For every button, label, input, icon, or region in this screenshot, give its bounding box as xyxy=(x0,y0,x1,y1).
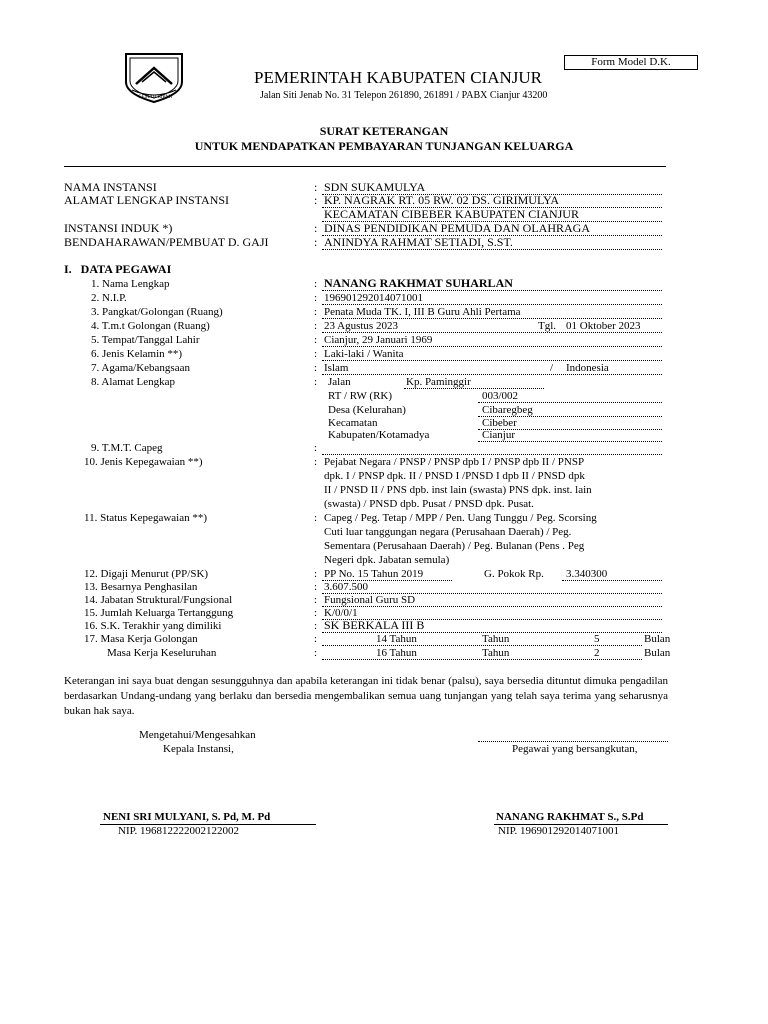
label-tahun: Tahun xyxy=(482,633,510,645)
alamat-instansi-value-2: KECAMATAN CIBEBER KABUPATEN CIANJUR xyxy=(324,207,579,221)
colon: : xyxy=(314,442,318,454)
value-jabatan: Fungsional Guru SD xyxy=(324,594,416,606)
document-subtitle: UNTUK MENDAPATKAN PEMBAYARAN TUNJANGAN KELUARGA xyxy=(194,139,574,153)
colon: : xyxy=(314,306,318,318)
label-tempat-lahir: 5. Tempat/Tanggal Lahir xyxy=(91,334,200,346)
fill-line xyxy=(322,606,662,607)
fill-line xyxy=(322,645,642,646)
value-tmt-golongan: 23 Agustus 2023 xyxy=(324,320,398,332)
value-desa: Cibaregbeg xyxy=(482,404,533,416)
colon: : xyxy=(314,620,318,632)
nama-instansi-label: NAMA INSTANSI xyxy=(64,180,157,194)
colon: : xyxy=(314,568,318,580)
label-jenis-kepegawaian: 10. Jenis Kepegawaian **) xyxy=(84,456,203,468)
value-status-kepegawaian-1: Capeg / Peg. Tetap / MPP / Pen. Uang Tunggu / Peg. Scorsing xyxy=(324,512,597,524)
label-jalan: Jalan xyxy=(328,376,351,388)
fill-line xyxy=(404,388,544,389)
value-besarnya-penghasilan: 3.607.500 xyxy=(324,581,368,593)
form-model-label: Form Model D.K. xyxy=(564,55,698,70)
label-kecamatan: Kecamatan xyxy=(328,417,378,429)
label-bulan: Bulan xyxy=(644,647,671,659)
label-pangkat: 3. Pangkat/Golongan (Ruang) xyxy=(91,306,223,318)
label-sk-terakhir: 16. S.K. Terakhir yang dimiliki xyxy=(84,620,222,632)
colon: : xyxy=(314,235,318,249)
colon: : xyxy=(314,221,318,235)
value-jenis-kepegawaian-4: (swasta) / PNSD dpb. Pusat / PNSD dpk. Pusat. xyxy=(324,498,534,510)
signature-line xyxy=(494,824,668,825)
value-nama-lengkap: NANANG RAKHMAT SUHARLAN xyxy=(324,276,513,290)
government-name: PEMERINTAH KABUPATEN CIANJUR xyxy=(254,68,542,87)
colon: : xyxy=(314,292,318,304)
value-kebangsaan: Indonesia xyxy=(566,362,609,374)
left-signature-caption-2: Kepala Instansi, xyxy=(163,743,234,755)
label-gaji-pokok: G. Pokok Rp. xyxy=(484,568,544,580)
value-masa-kerja-keseluruhan-bulan: 2 xyxy=(594,647,600,659)
label-tgl: Tgl. xyxy=(538,320,557,332)
label-status-kepegawaian: 11. Status Kepegawaian **) xyxy=(84,512,208,524)
fill-line xyxy=(478,441,662,442)
value-jumlah-keluarga: K/0/0/1 xyxy=(324,607,358,619)
document-title: SURAT KETERANGAN xyxy=(319,124,449,138)
value-tgl: 01 Oktober 2023 xyxy=(566,320,641,332)
left-signatory-name: NENI SRI MULYANI, S. Pd, M. Pd xyxy=(103,811,271,823)
fill-line xyxy=(322,659,642,660)
value-digaji-menurut: PP No. 15 Tahun 2019 xyxy=(324,568,424,580)
colon: : xyxy=(314,647,318,659)
right-signature-caption: Pegawai yang bersangkutan, xyxy=(512,743,638,755)
colon: : xyxy=(314,180,318,194)
statement-paragraph: Keterangan ini saya buat dengan sesungguhnya dan apabila keterangan ini tidak benar (palsu), saya bersedia dituntut dimuka pengadilan berdasarkan Undang-undang yang berlaku dan bersedia mengembalikan semua uang tunjangan yang telah saya terima yang seharusnya bukan hak saya. xyxy=(64,675,668,717)
colon: : xyxy=(314,362,318,374)
value-jalan: Kp. Paminggir xyxy=(406,376,471,388)
bendaharawan-label: BENDAHARAWAN/PEMBUAT D. GAJI xyxy=(64,235,269,249)
colon: : xyxy=(314,456,318,468)
value-sk-terakhir: SK BERKALA III B xyxy=(324,618,425,632)
fill-line xyxy=(322,249,662,250)
fill-line xyxy=(322,290,662,291)
value-pangkat: Penata Muda TK. I, III B Guru Ahli Pertama xyxy=(324,306,521,318)
colon: : xyxy=(314,581,318,593)
colon: : xyxy=(314,320,318,332)
value-rt-rw: 003/002 xyxy=(482,390,519,402)
value-kecamatan: Cibeber xyxy=(482,417,517,429)
colon: : xyxy=(314,512,318,524)
value-jenis-kepegawaian-2: dpk. I / PNSP dpk. II / PNSD I /PNSD I dpb II / PNSD dpk xyxy=(324,470,585,482)
label-besarnya-penghasilan: 13. Besarnya Penghasilan xyxy=(84,581,198,593)
colon: : xyxy=(314,607,318,619)
fill-line xyxy=(322,332,662,333)
colon: : xyxy=(314,633,318,645)
fill-line xyxy=(322,454,662,455)
fill-line xyxy=(478,741,668,742)
right-signatory-name: NANANG RAKHMAT S., S.Pd xyxy=(496,811,644,823)
colon: : xyxy=(314,348,318,360)
label-agama: 7. Agama/Kebangsaan xyxy=(91,362,190,374)
value-masa-kerja-golongan-tahun: 14 Tahun xyxy=(376,633,417,645)
instansi-induk-value: DINAS PENDIDIKAN PEMUDA DAN OLAHRAGA xyxy=(324,221,590,235)
colon: : xyxy=(314,278,318,290)
label-masa-kerja-keseluruhan: Masa Kerja Keseluruhan xyxy=(107,647,217,659)
fill-line xyxy=(322,346,662,347)
fill-line xyxy=(562,580,662,581)
label-nip: 2. N.I.P. xyxy=(91,292,127,304)
left-signature-caption-1: Mengetahui/Mengesahkan xyxy=(139,729,256,741)
kabupaten-logo xyxy=(116,50,192,108)
fill-line xyxy=(478,402,662,403)
fill-line xyxy=(322,304,662,305)
label-digaji-menurut: 12. Digaji Menurut (PP/SK) xyxy=(84,568,209,580)
value-jenis-kepegawaian-3: II / PNSD II / PNS dpb. inst lain (swasta) PNS dpk. inst. lain xyxy=(324,484,592,496)
value-masa-kerja-golongan-bulan: 5 xyxy=(594,633,600,645)
value-status-kepegawaian-4: Negeri dpk. Jabatan semula) xyxy=(324,554,450,566)
fill-line xyxy=(322,360,662,361)
colon: : xyxy=(314,594,318,606)
value-gaji-pokok: 3.340300 xyxy=(566,568,608,580)
value-kabupaten: Cianjur xyxy=(482,429,515,441)
label-masa-kerja-golongan: 17. Masa Kerja Golongan xyxy=(84,633,198,645)
section-data-pegawai: I. DATA PEGAWAI xyxy=(64,262,172,276)
alamat-instansi-value-1: KP. NAGRAK RT. 05 RW. 02 DS. GIRIMULYA xyxy=(324,193,560,207)
label-nama-lengkap: 1. Nama Lengkap xyxy=(91,278,170,290)
bendaharawan-value: ANINDYA RAHMAT SETIADI, S.ST. xyxy=(324,235,513,249)
nama-instansi-value: SDN SUKAMULYA xyxy=(324,180,426,194)
fill-line xyxy=(322,318,662,319)
label-bulan: Bulan xyxy=(644,633,671,645)
instansi-induk-label: INSTANSI INDUK *) xyxy=(64,221,173,235)
value-jenis-kepegawaian-1: Pejabat Negara / PNSP / PNSP dpb I / PNSP dpb II / PNSP xyxy=(324,456,585,468)
colon: : xyxy=(314,376,318,388)
colon: : xyxy=(314,193,318,207)
label-jenis-kelamin: 6. Jenis Kelamin **) xyxy=(91,348,183,360)
colon: : xyxy=(314,334,318,346)
signature-line xyxy=(100,824,316,825)
label-tahun: Tahun xyxy=(482,647,510,659)
label-alamat-lengkap: 8. Alamat Lengkap xyxy=(91,376,176,388)
logo-motto: GEMAH RIPAH xyxy=(138,95,173,100)
agama-separator: / xyxy=(550,362,554,374)
value-masa-kerja-keseluruhan-tahun: 16 Tahun xyxy=(376,647,417,659)
label-kabupaten: Kabupaten/Kotamadya xyxy=(328,429,430,441)
label-tmt-capeg: 9. T.M.T. Capeg xyxy=(91,442,163,454)
label-tmt-golongan: 4. T.m.t Golongan (Ruang) xyxy=(91,320,210,332)
left-signatory-nip: NIP. 196812222002122002 xyxy=(118,825,240,837)
value-jenis-kelamin: Laki-laki / Wanita xyxy=(324,348,404,360)
value-nip: 196901292014071001 xyxy=(324,292,423,304)
right-signatory-nip: NIP. 196901292014071001 xyxy=(498,825,620,837)
fill-line xyxy=(322,374,662,375)
label-jumlah-keluarga: 15. Jumlah Keluarga Tertanggung xyxy=(84,607,234,619)
label-jabatan: 14. Jabatan Struktural/Fungsional xyxy=(84,594,233,606)
title-divider xyxy=(64,166,666,167)
value-tempat-lahir: Cianjur, 29 Januari 1969 xyxy=(324,334,433,346)
government-address: Jalan Siti Jenab No. 31 Telepon 261890, 261891 / PABX Cianjur 43200 xyxy=(260,90,548,101)
label-desa: Desa (Kelurahan) xyxy=(328,404,406,416)
label-rt-rw: RT / RW (RK) xyxy=(328,390,393,402)
value-agama: Islam xyxy=(324,362,349,374)
value-status-kepegawaian-3: Sementara (Perusahaan Daerah) / Peg. Bulanan (Pens . Peg xyxy=(324,540,585,552)
alamat-instansi-label: ALAMAT LENGKAP INSTANSI xyxy=(64,193,230,207)
value-status-kepegawaian-2: Cuti luar tanggungan negara (Perusahaan Daerah) / Peg. xyxy=(324,526,572,538)
